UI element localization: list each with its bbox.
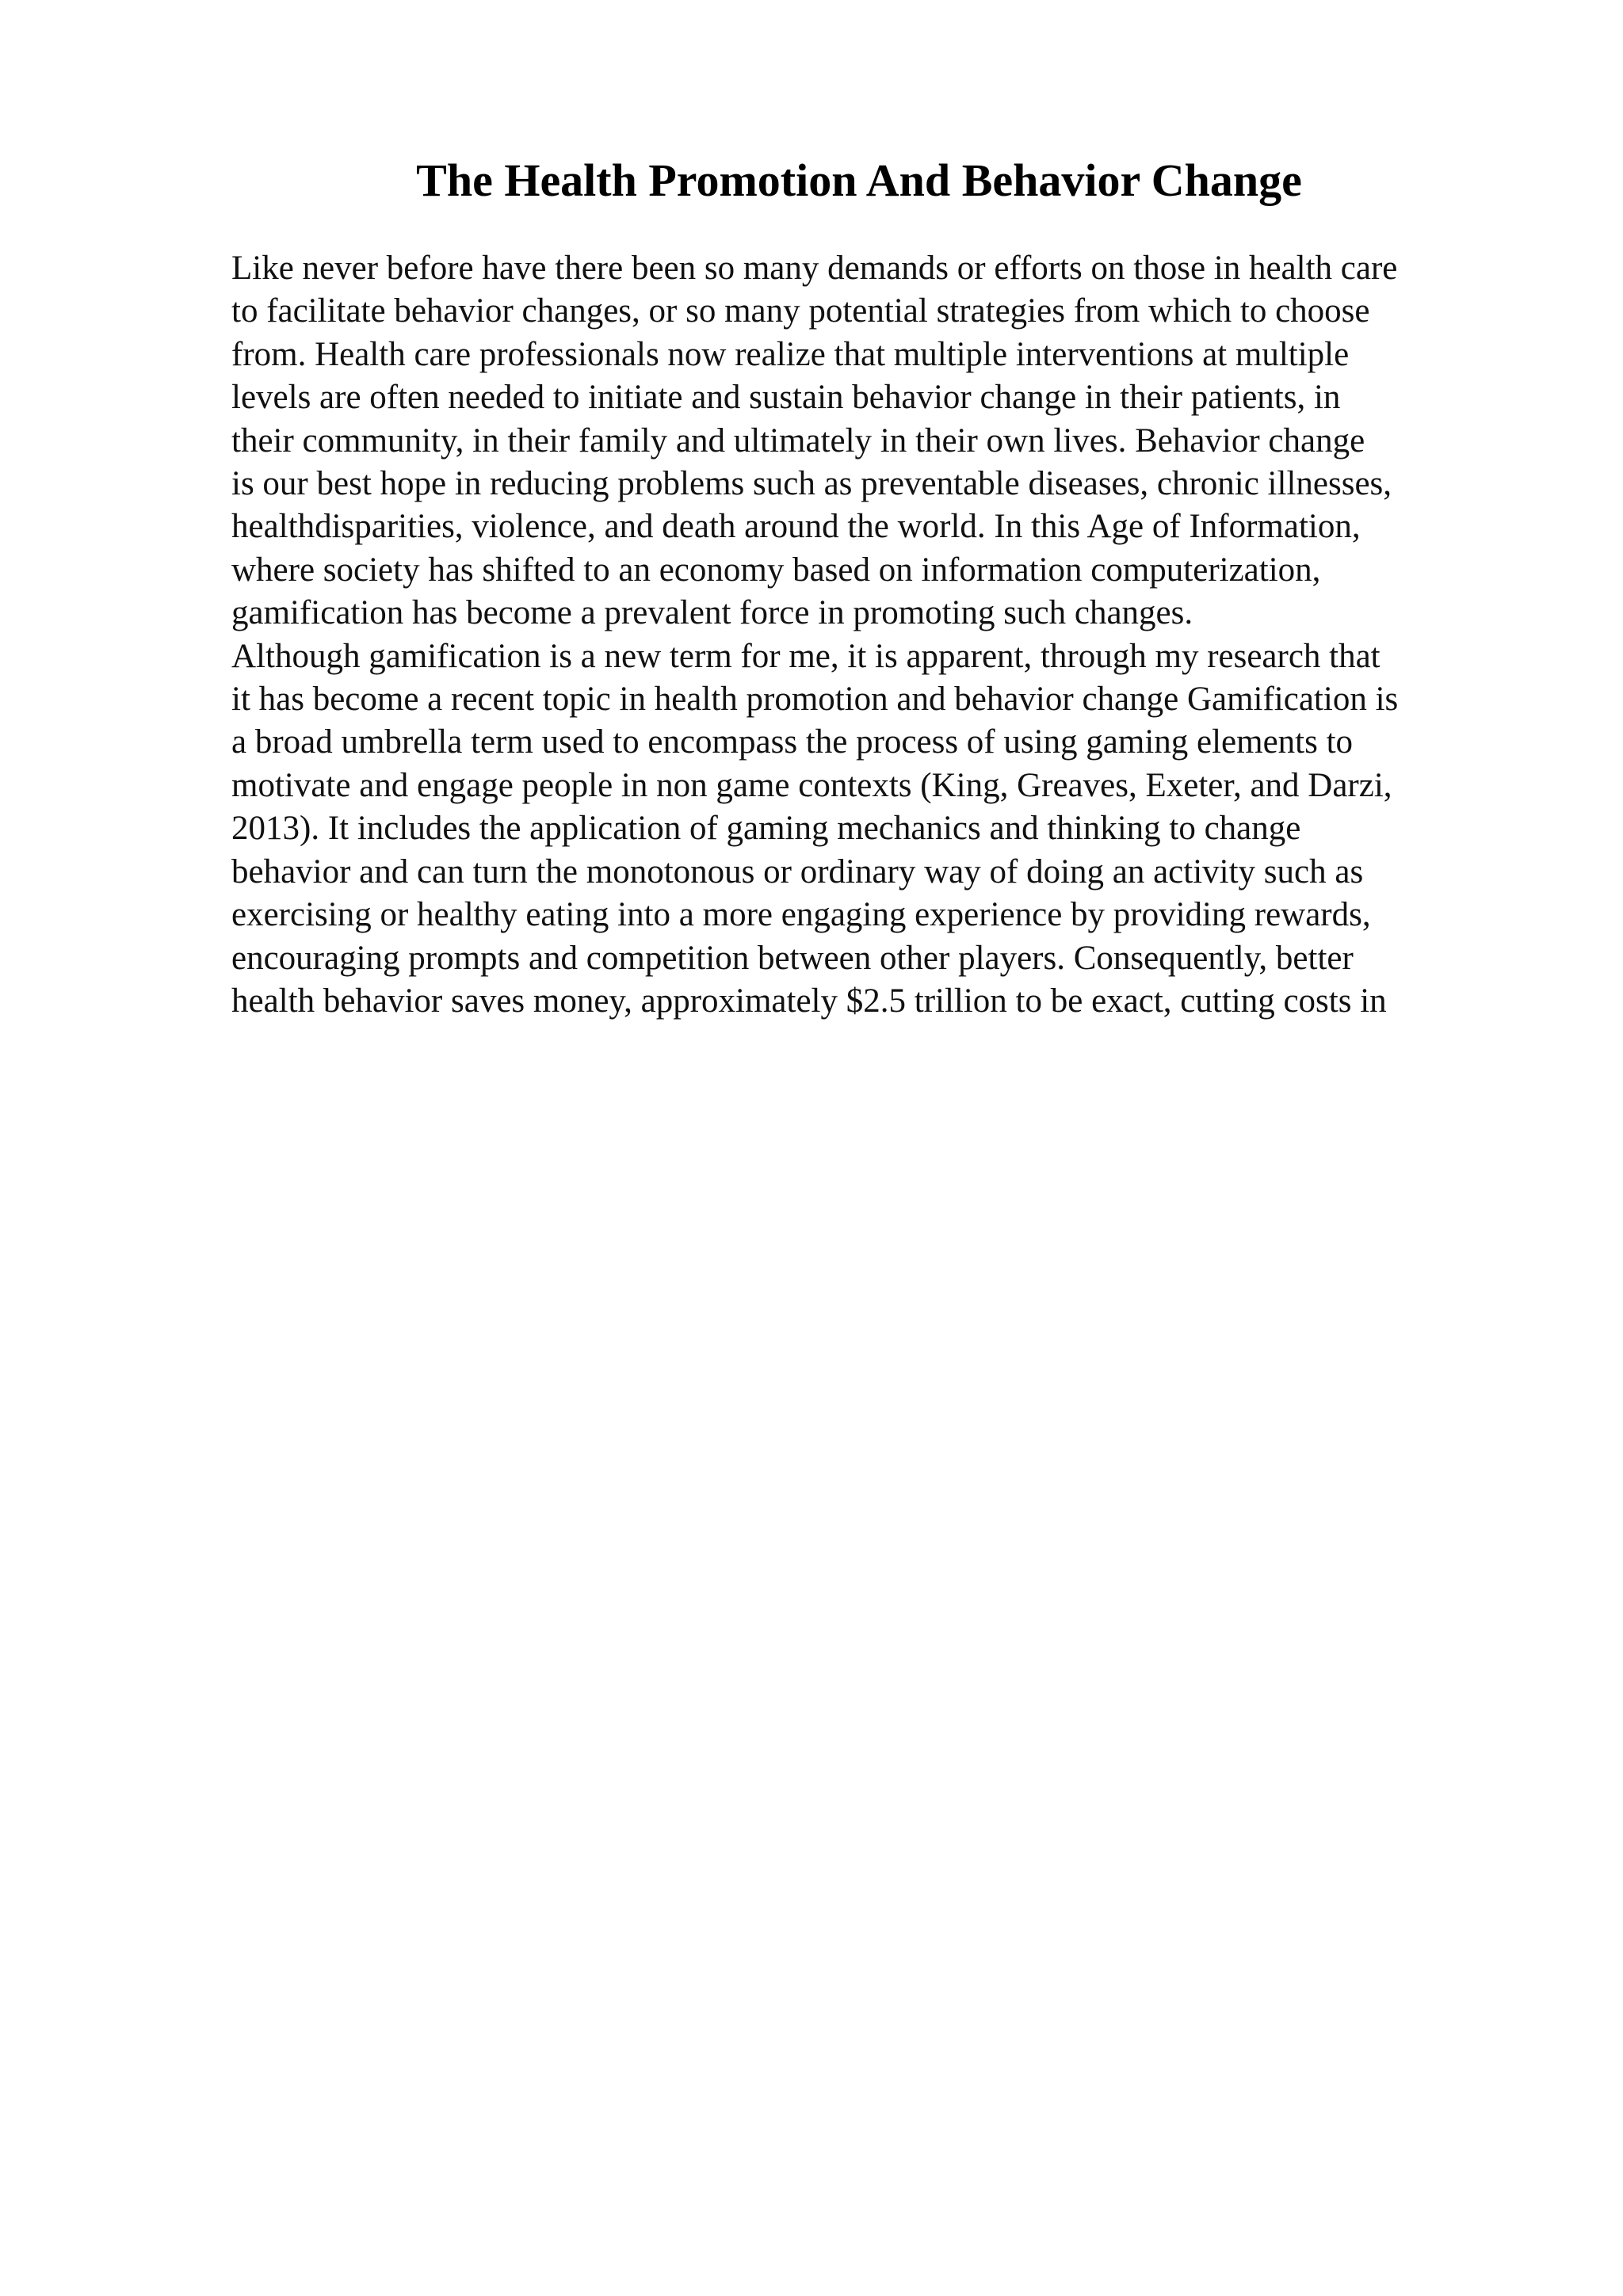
body-line: health behavior saves money, approximately $2.5 trillion to be exact, cutting costs in xyxy=(231,982,1387,1020)
body-line: encouraging prompts and competition between other players. Consequently, better xyxy=(231,939,1354,977)
body-line: is our best hope in reducing problems such as preventable diseases, chronic illnesses, xyxy=(231,465,1392,503)
body-line: from. Health care professionals now realize that multiple interventions at multiple xyxy=(231,335,1350,373)
body-line: Like never before have there been so many demands or efforts on those in health care xyxy=(231,250,1398,287)
document-title: The Health Promotion And Behavior Change xyxy=(416,154,1302,206)
body-line: their community, in their family and ultimately in their own lives. Behavior change xyxy=(231,421,1365,460)
body-line: exercising or healthy eating into a more engaging experience by providing rewards, xyxy=(231,896,1371,934)
body-line: it has become a recent topic in health promotion and behavior change Gamification is xyxy=(231,681,1399,719)
body-line: behavior and can turn the monotonous or ordinary way of doing an activity such as xyxy=(231,852,1364,891)
body-line: 2013). It includes the application of gaming mechanics and thinking to change xyxy=(231,810,1301,848)
body-line: motivate and engage people in non game contexts (King, Greaves, Exeter, and Darzi, xyxy=(231,766,1392,804)
document-body xyxy=(231,247,1515,1023)
body-line: Although gamification is a new term for me, it is apparent, through my research that xyxy=(231,637,1381,675)
body-line: where society has shifted to an economy based on information computerization, xyxy=(231,551,1321,589)
body-line: levels are often needed to initiate and sustain behavior change in their patients, in xyxy=(231,379,1341,417)
body-line: healthdisparities, violence, and death around the world. In this Age of Information, xyxy=(231,508,1361,546)
body-line: gamification has become a prevalent force in promoting such changes. xyxy=(231,594,1193,632)
body-line: to facilitate behavior changes, or so many potential strategies from which to choose xyxy=(231,292,1370,330)
body-line: a broad umbrella term used to encompass the process of using gaming elements to xyxy=(231,723,1354,761)
